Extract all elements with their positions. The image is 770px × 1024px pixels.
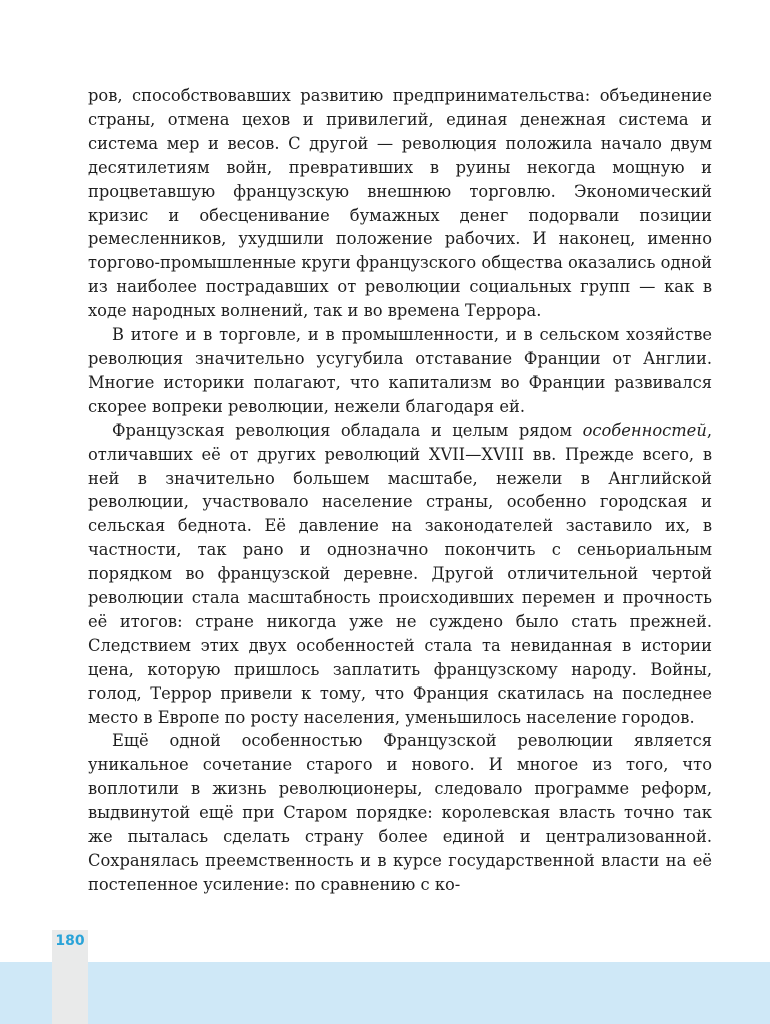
paragraph-3-rest: , отличавших её от других революций XVII—XVIII вв. Прежде всего, в ней в значительно большем масштабе, нежели в Английской революции, участвовало население страны, особенно городская и сельская беднота. Её давление на законодателей заставило их, в частности, так рано и однозначно покончить с сеньориальным порядком во французской деревне. Другой отличительной чертой революции стала масштабность происходивших перемен и прочность её итогов: стране никогда уже не суждено было стать прежней. Следствием этих двух особенностей стала та невиданная в истории цена, которую пришлось заплатить французскому народу. Войны, голод, Террор привели к тому, что Франция скатилась на последнее место в Европе по росту населения, уменьшилось население городов.: [88, 420, 712, 727]
bottom-band: [0, 962, 770, 1024]
paragraph-2: В итоге и в торговле, и в промышленности, и в сельском хозяйстве революция значительно усугубила отставание Франции от Англии. Многие историки полагают, что капитализм во Франции развивался скорее вопреки революции, нежели благодаря ей.: [88, 325, 712, 416]
page-number: 180: [55, 933, 85, 949]
emphasis-term: особенностей: [582, 420, 707, 440]
paragraph-3: [88, 419, 712, 730]
paragraph-3-start: Французская революция обладала и целым рядом: [112, 420, 583, 440]
paragraph-1: ров, способствовавших развитию предпринимательства: объединение страны, отмена цехов и привилегий, единая денежная система и система мер и весов. С другой — революция положила начало двум десятилетиям войн, превративших в руины некогда мощную и процветавшую французскую внешнюю торговлю. Экономический кризис и обесценивание бумажных денег подорвали позиции ремесленников, ухудшили положение рабочих. И наконец, именно торгово-промышленные круги французского общества оказались одной из наиболее пострадавших от революции социальных групп — как в ходе народных волнений, так и во времена Террора.: [88, 86, 712, 321]
page-body: [88, 84, 712, 897]
paragraph-4: Ещё одной особенностью Французской революции является уникальное сочетание старого и нового. И многое из того, что воплотили в жизнь революционеры, следовало программе реформ, выдвинутой ещё при Старом порядке: королевская власть точно так же пыталась сделать страну более единой и централизованной. Сохранялась преемственность и в курсе государственной власти на её постепенное усиление: по сравнению с ко-: [88, 731, 712, 894]
